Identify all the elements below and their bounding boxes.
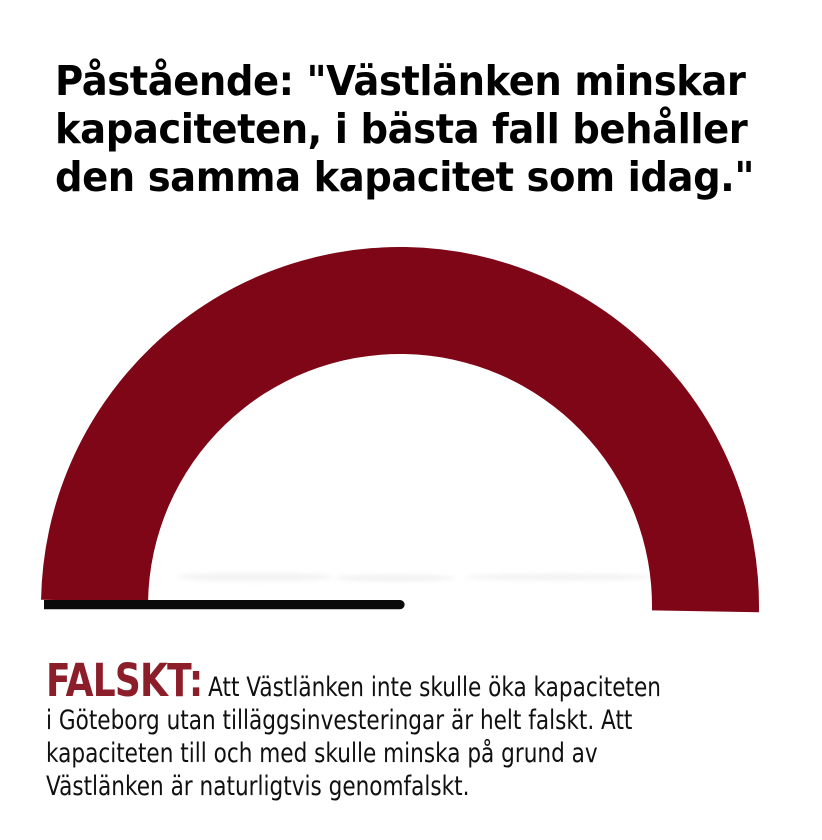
verdict-line-4: Västlänken är naturligtvis genomfalskt. bbox=[46, 771, 470, 802]
smudge-mark bbox=[177, 573, 333, 581]
verdict-label: FALSKT: bbox=[46, 654, 203, 707]
verdict-line-3: kapaciteten till och med skulle minska på grund av bbox=[46, 738, 598, 769]
verdict-line-2: i Göteborg utan tilläggsinvesteringar är helt falskt. Att bbox=[46, 705, 633, 736]
claim-line-3: den samma kapacitet som idag." bbox=[55, 153, 754, 201]
claim-line-2: kapaciteten, i bästa fall behåller bbox=[55, 105, 748, 153]
claim-line-1: Påstående: "Västlänken minskar bbox=[55, 57, 746, 105]
verdict-line-1 bbox=[46, 654, 661, 707]
smudge-mark bbox=[335, 575, 455, 582]
smudge-mark bbox=[465, 574, 655, 580]
gauge-arc bbox=[41, 241, 765, 612]
gauge-needle bbox=[44, 600, 405, 609]
verdict-line-1-text: Att Västlänken inte skulle öka kapaciteten bbox=[208, 672, 661, 703]
verdict-block bbox=[46, 654, 815, 803]
